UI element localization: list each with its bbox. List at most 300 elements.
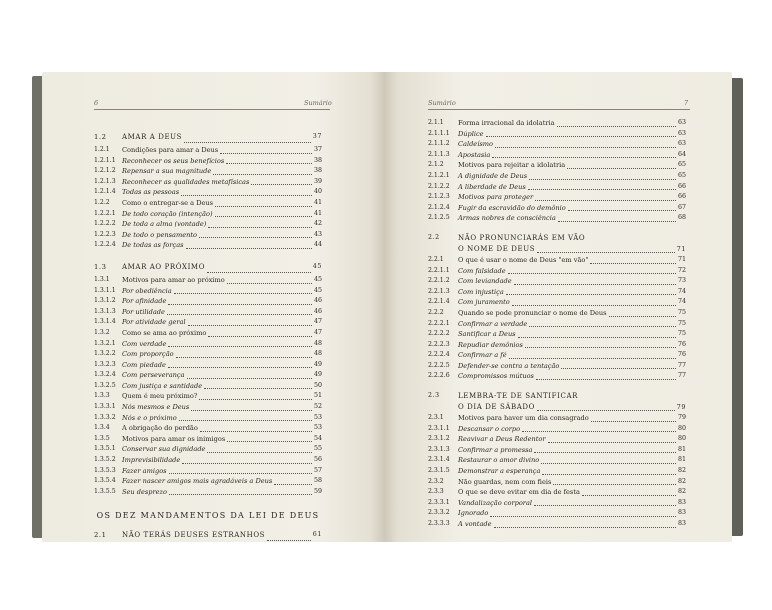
toc-entry-page: 37 bbox=[313, 146, 322, 153]
toc-entry-page: 63 bbox=[677, 119, 686, 126]
toc-entry-page: 65 bbox=[677, 161, 686, 169]
toc-entry-title: O que é usar o nome de Deus "em vão" bbox=[458, 255, 589, 264]
toc-leader-dots bbox=[525, 347, 676, 348]
toc-entry bbox=[428, 413, 686, 424]
toc-entry-number: 2.3.3.1 bbox=[428, 498, 450, 506]
toc-entry-page: 75 bbox=[677, 330, 686, 338]
toc-entry-title: Defender-se contra a tentação bbox=[458, 361, 560, 370]
toc-entry-title: Condições para amar a Deus bbox=[122, 146, 219, 154]
toc-entry-title: Com juramento bbox=[458, 298, 510, 307]
toc-entry bbox=[94, 349, 322, 360]
toc-leader-dots bbox=[518, 337, 676, 338]
toc-leader-dots bbox=[215, 206, 312, 207]
toc-entry-number: 1.3.4 bbox=[94, 424, 110, 432]
toc-entry bbox=[428, 319, 686, 330]
toc-entry-page: 56 bbox=[313, 456, 322, 464]
toc-leader-dots bbox=[174, 293, 312, 294]
toc-leader-dots bbox=[609, 316, 676, 317]
toc-entry-page: 82 bbox=[677, 488, 686, 496]
toc-leader-dots bbox=[251, 184, 312, 185]
toc-entry-title: O DIA DE SÁBADO bbox=[458, 403, 535, 412]
toc-leader-dots bbox=[522, 431, 676, 432]
toc-entry-title: NÃO TERÁS DEUSES ESTRANHOS bbox=[122, 531, 266, 540]
toc-entry-page: 45 bbox=[313, 275, 322, 283]
toc-entry-title: A obrigação do perdão bbox=[122, 424, 198, 433]
toc-entry-page: 63 bbox=[677, 129, 686, 137]
toc-entry-title: Quando se pode pronunciar o nome de Deus bbox=[458, 308, 607, 317]
toc-entry-page: 49 bbox=[313, 360, 322, 368]
toc-entry-page: 58 bbox=[313, 477, 322, 485]
toc-leader-dots bbox=[506, 294, 676, 295]
toc-entry bbox=[94, 423, 322, 434]
right-toc-group-c bbox=[428, 390, 686, 530]
toc-leader-dots bbox=[184, 142, 311, 143]
left-toc-group-c bbox=[94, 527, 322, 543]
toc-entry-page: 83 bbox=[677, 498, 686, 506]
toc-entry bbox=[428, 455, 686, 466]
toc-entry-number: 1.3.2.1 bbox=[94, 339, 116, 347]
toc-leader-dots bbox=[167, 314, 312, 315]
toc-entry-number: 1.2.2.1 bbox=[94, 209, 116, 217]
toc-entry-page: 66 bbox=[677, 182, 686, 190]
toc-entry-title: Com leviandade bbox=[458, 277, 512, 286]
toc-leader-dots bbox=[168, 304, 312, 305]
toc-entry-number: 2.2.2.3 bbox=[428, 340, 450, 348]
toc-entry-number: 2.3.1.3 bbox=[428, 445, 450, 453]
toc-leader-dots bbox=[200, 431, 312, 432]
toc-leader-dots bbox=[541, 463, 676, 464]
toc-entry-page: 73 bbox=[677, 277, 686, 285]
toc-entry bbox=[428, 118, 686, 129]
toc-entry-number: 2.2.1.3 bbox=[428, 287, 450, 295]
toc-entry-page: 39 bbox=[313, 177, 322, 185]
toc-entry-page: 83 bbox=[677, 509, 686, 517]
toc-entry-number: 2.1.2 bbox=[428, 161, 444, 169]
toc-leader-dots bbox=[186, 248, 312, 249]
toc-entry-number: 2.1.2.3 bbox=[428, 193, 450, 201]
toc-entry-page: 80 bbox=[677, 435, 686, 443]
toc-entry-page: 48 bbox=[313, 339, 322, 347]
toc-entry-title: Motivos para amar os inimigos bbox=[122, 434, 226, 443]
toc-entry-number: 2.2.1.4 bbox=[428, 298, 450, 306]
toc-entry-number: 2.1.1.3 bbox=[428, 150, 450, 158]
toc-entry-number: 2.1.2.4 bbox=[428, 203, 450, 211]
toc-entry-title: Repensar a sua magnitude bbox=[122, 167, 212, 176]
toc-entry-page: 55 bbox=[313, 445, 322, 453]
left-page bbox=[42, 72, 384, 542]
toc-leader-dots bbox=[213, 174, 312, 175]
toc-leader-dots bbox=[557, 126, 676, 127]
toc-entry-page: 51 bbox=[313, 392, 322, 400]
toc-leader-dots bbox=[567, 168, 676, 169]
toc-entry-number: 1.3.5.1 bbox=[94, 445, 116, 453]
toc-entry-page: 81 bbox=[677, 445, 686, 453]
toc-entry-number: 2.2.1.2 bbox=[428, 277, 450, 285]
toc-entry-number: 2.1.2.5 bbox=[428, 214, 450, 222]
toc-entry-number: 2.3.1.1 bbox=[428, 424, 450, 432]
toc-entry-number: 1.3.1.1 bbox=[94, 286, 116, 294]
toc-entry-number: 2.1.1.1 bbox=[428, 129, 450, 137]
toc-leader-dots bbox=[528, 189, 676, 190]
toc-leader-dots bbox=[509, 358, 676, 359]
toc-entry bbox=[94, 286, 322, 297]
toc-entry-number: 1.2.1 bbox=[94, 146, 110, 153]
toc-entry-page: 46 bbox=[313, 307, 322, 315]
toc-entry-number: 2.2 bbox=[428, 233, 440, 241]
toc-entry bbox=[94, 275, 322, 286]
toc-entry-page: 53 bbox=[313, 413, 322, 421]
toc-entry-title: Repudiar demônios bbox=[458, 340, 523, 349]
toc-entry-number: 1.3.2.5 bbox=[94, 381, 116, 389]
toc-entry-title: Com verdade bbox=[122, 339, 167, 348]
toc-entry-number: 2.2.2.2 bbox=[428, 330, 450, 338]
toc-entry bbox=[94, 240, 322, 251]
toc-entry-number: 1.3.3.1 bbox=[94, 403, 116, 411]
toc-leader-dots bbox=[227, 441, 312, 442]
toc-entry-title: Como o entregar-se a Deus bbox=[122, 198, 214, 207]
toc-entry-number: 1.3.2.3 bbox=[94, 360, 116, 368]
toc-entry-title: Confirmar a fé bbox=[458, 351, 507, 360]
toc-entry-page: 54 bbox=[313, 434, 322, 442]
toc-entry bbox=[94, 476, 322, 487]
toc-entry-number: 1.2.2.4 bbox=[94, 241, 116, 249]
toc-entry-title: A dignidade de Deus bbox=[458, 171, 528, 180]
toc-leader-dots bbox=[495, 147, 676, 148]
toc-entry-number: 2.3.3.3 bbox=[428, 520, 450, 527]
toc-entry bbox=[94, 527, 322, 543]
toc-leader-dots bbox=[534, 452, 676, 453]
toc-entry-number: 2.1.1.2 bbox=[428, 140, 450, 148]
toc-entry-number: 1.2.2 bbox=[94, 198, 110, 206]
toc-entry-title: Ignorado bbox=[458, 509, 489, 518]
toc-entry-title: Motivos para haver um dia consagrado bbox=[458, 414, 589, 423]
toc-entry-title: Apostasia bbox=[458, 150, 491, 159]
toc-entry bbox=[428, 244, 686, 255]
toc-leader-dots bbox=[529, 179, 676, 180]
toc-entry bbox=[94, 187, 322, 198]
toc-entry bbox=[94, 156, 322, 167]
toc-entry-title: Com injustiça bbox=[458, 287, 504, 296]
toc-entry-number: 2.1 bbox=[94, 531, 107, 540]
toc-entry-page: 81 bbox=[677, 456, 686, 464]
toc-leader-dots bbox=[508, 273, 676, 274]
toc-leader-dots bbox=[207, 452, 312, 453]
toc-entry-number: 2.2.2.1 bbox=[428, 319, 450, 327]
toc-entry-title: Restaurar o amor divino bbox=[458, 456, 540, 465]
toc-entry-number: 1.3.5.4 bbox=[94, 477, 116, 485]
toc-entry bbox=[428, 424, 686, 435]
toc-entry-page: 75 bbox=[677, 308, 686, 316]
toc-entry bbox=[94, 219, 322, 230]
toc-entry-page: 45 bbox=[313, 286, 322, 294]
toc-entry-number: 1.3.2 bbox=[94, 328, 110, 336]
toc-entry-number: 1.2.1.2 bbox=[94, 167, 116, 175]
toc-entry-page: 44 bbox=[313, 241, 322, 249]
toc-leader-dots bbox=[537, 410, 675, 411]
toc-leader-dots bbox=[536, 379, 676, 380]
toc-leader-dots bbox=[169, 494, 312, 495]
toc-entry-title: Fazer nascer amigos mais agradáveis a Deus bbox=[122, 477, 273, 486]
toc-entry bbox=[94, 230, 322, 241]
toc-entry bbox=[94, 381, 322, 392]
toc-entry-page: 65 bbox=[677, 171, 686, 179]
toc-leader-dots bbox=[204, 388, 312, 389]
toc-leader-dots bbox=[208, 336, 312, 337]
toc-entry-title: Descansar o corpo bbox=[458, 424, 521, 433]
section-title: OS DEZ MANDAMENTOS DA LEI DE DEUS bbox=[96, 511, 320, 521]
toc-leader-dots bbox=[542, 474, 676, 475]
toc-entry-title: Por atividade geral bbox=[122, 318, 186, 327]
toc-entry-page: 48 bbox=[313, 350, 322, 358]
toc-entry bbox=[428, 329, 686, 340]
toc-entry bbox=[428, 371, 686, 382]
toc-entry-number: 1.3.3 bbox=[94, 392, 110, 400]
toc-entry bbox=[94, 434, 322, 445]
toc-entry-title: Nós e o próximo bbox=[122, 413, 177, 422]
toc-entry-title: Como se ama ao próximo bbox=[122, 328, 207, 337]
toc-entry bbox=[94, 487, 322, 498]
toc-entry-number: 1.3.5.3 bbox=[94, 466, 116, 474]
toc-entry bbox=[428, 139, 686, 150]
toc-entry-number: 2.1.2.1 bbox=[428, 171, 450, 179]
toc-leader-dots bbox=[561, 368, 676, 369]
toc-entry-number: 1.2.1.3 bbox=[94, 177, 116, 185]
toc-entry-page: 42 bbox=[313, 220, 322, 228]
toc-entry bbox=[428, 160, 686, 171]
toc-entry-number: 1.3.2.4 bbox=[94, 371, 116, 379]
toc-entry-title: AMAR AO PRÓXIMO bbox=[122, 262, 206, 271]
toc-entry-title: Dúplice bbox=[458, 129, 484, 138]
toc-entry-title: O que se deve evitar em dia de festa bbox=[458, 488, 580, 497]
toc-entry-title: Caldeísmo bbox=[458, 140, 493, 149]
right-page bbox=[384, 72, 732, 542]
right-toc bbox=[428, 118, 686, 530]
toc-entry bbox=[428, 477, 686, 488]
toc-entry bbox=[428, 129, 686, 140]
toc-entry-title: Por afinidade bbox=[122, 297, 167, 306]
toc-entry-title: Imprevisibilidade bbox=[122, 456, 181, 465]
right-running-head: Sumário bbox=[428, 99, 456, 107]
toc-leader-dots bbox=[227, 283, 312, 284]
toc-entry-title: Forma irracional da idolatria bbox=[458, 119, 555, 127]
toc-entry-page: 37 bbox=[312, 133, 322, 140]
toc-entry-title: Motivos para rejeitar a idolatria bbox=[458, 161, 566, 170]
toc-leader-dots bbox=[490, 516, 676, 517]
toc-entry-title: Fazer amigos bbox=[122, 466, 167, 475]
toc-leader-dots bbox=[534, 505, 676, 506]
toc-entry bbox=[428, 171, 686, 182]
toc-entry-title: Motivos para proteger bbox=[458, 193, 534, 202]
toc-leader-dots bbox=[537, 252, 675, 253]
toc-entry bbox=[428, 287, 686, 298]
toc-entry-page: 82 bbox=[677, 477, 686, 485]
toc-entry bbox=[428, 232, 686, 244]
toc-entry-title: Não guardas, nem com fieis bbox=[458, 477, 552, 486]
toc-entry-page: 77 bbox=[677, 361, 686, 369]
right-page-number: 7 bbox=[684, 99, 689, 107]
toc-entry-title: Com perseverança bbox=[122, 371, 185, 380]
toc-entry-title: Seu desprezo bbox=[122, 487, 167, 496]
toc-entry-title: Reconhecer as qualidades metafísicas bbox=[122, 177, 250, 186]
toc-entry-title: Com proporção bbox=[122, 350, 174, 359]
toc-entry bbox=[94, 198, 322, 209]
toc-entry-title: AMAR A DEUS bbox=[122, 133, 183, 141]
toc-entry-page: 76 bbox=[677, 340, 686, 348]
toc-entry bbox=[94, 444, 322, 455]
toc-entry-page: 40 bbox=[313, 188, 322, 196]
toc-leader-dots bbox=[169, 473, 312, 474]
toc-entry bbox=[94, 413, 322, 424]
toc-entry-number: 1.3.1 bbox=[94, 275, 110, 283]
toc-entry-title: Reconhecer os seus benefícios bbox=[122, 156, 225, 165]
toc-entry-number: 1.2 bbox=[94, 133, 107, 141]
toc-entry bbox=[428, 182, 686, 193]
toc-entry-number: 1.3.1.2 bbox=[94, 297, 116, 305]
toc-entry bbox=[94, 360, 322, 371]
toc-leader-dots bbox=[220, 153, 312, 154]
toc-entry-number: 1.3.1.4 bbox=[94, 318, 116, 326]
toc-leader-dots bbox=[187, 378, 312, 379]
toc-entry-number: 2.2.2.4 bbox=[428, 351, 450, 359]
toc-entry-page: 59 bbox=[313, 487, 322, 495]
toc-entry bbox=[428, 297, 686, 308]
toc-entry-page: 53 bbox=[313, 424, 322, 432]
toc-entry-title: A vontade bbox=[458, 520, 492, 528]
toc-entry bbox=[94, 391, 322, 402]
toc-entry-number: 2.2.2 bbox=[428, 308, 444, 316]
toc-entry-number: 2.3.1.4 bbox=[428, 456, 450, 464]
toc-entry bbox=[94, 177, 322, 188]
toc-leader-dots bbox=[188, 325, 312, 326]
toc-entry-page: 79 bbox=[676, 404, 686, 412]
toc-entry-number: 2.2.2.5 bbox=[428, 361, 450, 369]
toc-entry bbox=[94, 296, 322, 307]
toc-leader-dots bbox=[181, 195, 312, 196]
toc-entry-page: 72 bbox=[677, 266, 686, 274]
toc-leader-dots bbox=[514, 284, 676, 285]
toc-leader-dots bbox=[168, 346, 312, 347]
toc-entry-number: 2.2.2.6 bbox=[428, 372, 450, 380]
toc-entry bbox=[428, 255, 686, 266]
toc-entry-title: Com piedade bbox=[122, 360, 166, 369]
toc-entry-title: Conservar sua dignidade bbox=[122, 445, 206, 454]
toc-entry-title: LEMBRA-TE DE SANTIFICAR bbox=[458, 392, 578, 401]
toc-entry bbox=[94, 466, 322, 477]
toc-entry-number: 1.3 bbox=[94, 262, 107, 271]
toc-entry bbox=[428, 390, 686, 402]
toc-entry bbox=[428, 361, 686, 372]
toc-entry-page: 52 bbox=[313, 403, 322, 411]
toc-leader-dots bbox=[582, 495, 676, 496]
toc-entry-page: 45 bbox=[312, 262, 322, 270]
toc-entry-title: Confirmar a verdade bbox=[458, 319, 528, 328]
toc-entry-page: 38 bbox=[313, 167, 322, 175]
toc-entry bbox=[428, 487, 686, 498]
toc-entry bbox=[428, 150, 686, 161]
toc-entry bbox=[94, 145, 322, 156]
toc-entry-title: Santificar a Deus bbox=[458, 330, 516, 339]
toc-entry-title: Com falsidade bbox=[458, 266, 506, 275]
toc-entry-page: 71 bbox=[677, 255, 686, 263]
toc-entry bbox=[94, 328, 322, 339]
toc-entry-number: 1.3.1.3 bbox=[94, 307, 116, 315]
toc-leader-dots bbox=[529, 326, 676, 327]
toc-entry-page: 67 bbox=[677, 203, 686, 211]
toc-leader-dots bbox=[558, 221, 676, 222]
toc-entry-title: Motivos para amar ao próximo bbox=[122, 275, 225, 284]
toc-entry bbox=[428, 308, 686, 319]
toc-leader-dots bbox=[182, 463, 312, 464]
toc-entry-number: 2.3 bbox=[428, 392, 440, 400]
toc-entry-page: 68 bbox=[677, 214, 686, 222]
toc-entry-number: 1.2.2.3 bbox=[94, 230, 116, 238]
toc-entry-number: 1.2.1.1 bbox=[94, 156, 116, 164]
toc-entry-page: 49 bbox=[313, 371, 322, 379]
toc-entry-title: Armas nobres de consciência bbox=[458, 214, 556, 223]
toc-entry-page: 79 bbox=[677, 414, 686, 422]
toc-leader-dots bbox=[226, 163, 312, 164]
toc-entry bbox=[428, 213, 686, 224]
left-page-number: 6 bbox=[94, 99, 99, 107]
toc-entry bbox=[94, 166, 322, 177]
toc-entry bbox=[94, 455, 322, 466]
toc-entry-page: 83 bbox=[677, 520, 686, 527]
toc-entry-number: 2.2.1 bbox=[428, 255, 444, 263]
left-header-rule bbox=[94, 109, 330, 110]
toc-entry bbox=[428, 340, 686, 351]
toc-entry-title: De todo coração (intenção) bbox=[122, 209, 213, 218]
toc-entry-page: 75 bbox=[677, 319, 686, 327]
toc-entry-number: 2.1.1 bbox=[428, 119, 444, 126]
toc-entry bbox=[428, 350, 686, 361]
left-toc-group-b bbox=[94, 259, 322, 497]
toc-entry bbox=[94, 339, 322, 350]
toc-entry bbox=[428, 402, 686, 413]
toc-leader-dots bbox=[274, 484, 312, 485]
toc-entry-page: 77 bbox=[677, 372, 686, 380]
toc-entry-page: 47 bbox=[313, 328, 322, 336]
toc-leader-dots bbox=[179, 420, 312, 421]
toc-entry bbox=[428, 466, 686, 477]
toc-leader-dots bbox=[208, 227, 312, 228]
toc-entry-title: O NOME DE DEUS bbox=[458, 244, 536, 253]
toc-entry bbox=[428, 498, 686, 509]
toc-entry-page: 50 bbox=[313, 381, 322, 389]
toc-entry-number: 2.3.2 bbox=[428, 477, 444, 485]
toc-entry-title: Nós mesmos e Deus bbox=[122, 403, 190, 412]
toc-leader-dots bbox=[199, 399, 312, 400]
toc-entry-number: 2.1.2.2 bbox=[428, 182, 450, 190]
toc-entry-page: 41 bbox=[313, 198, 322, 206]
left-toc bbox=[94, 129, 322, 543]
right-toc-group-b bbox=[428, 232, 686, 382]
toc-leader-dots bbox=[512, 305, 676, 306]
toc-entry-page: 57 bbox=[313, 466, 322, 474]
toc-entry-number: 1.3.2.2 bbox=[94, 350, 116, 358]
toc-leader-dots bbox=[215, 216, 312, 217]
toc-entry bbox=[428, 445, 686, 456]
toc-entry-number: 2.3.1.2 bbox=[428, 435, 450, 443]
toc-entry-title: Compromissos mútuos bbox=[458, 372, 534, 381]
toc-leader-dots bbox=[176, 357, 312, 358]
toc-leader-dots bbox=[486, 136, 676, 137]
toc-entry bbox=[428, 192, 686, 203]
toc-entry-number: 1.2.2.2 bbox=[94, 220, 116, 228]
toc-entry-title: Fugir da escravidão do demônio bbox=[458, 203, 566, 212]
toc-entry-number: 2.3.3.2 bbox=[428, 509, 450, 517]
toc-leader-dots bbox=[494, 527, 676, 528]
toc-entry-page: 76 bbox=[677, 351, 686, 359]
